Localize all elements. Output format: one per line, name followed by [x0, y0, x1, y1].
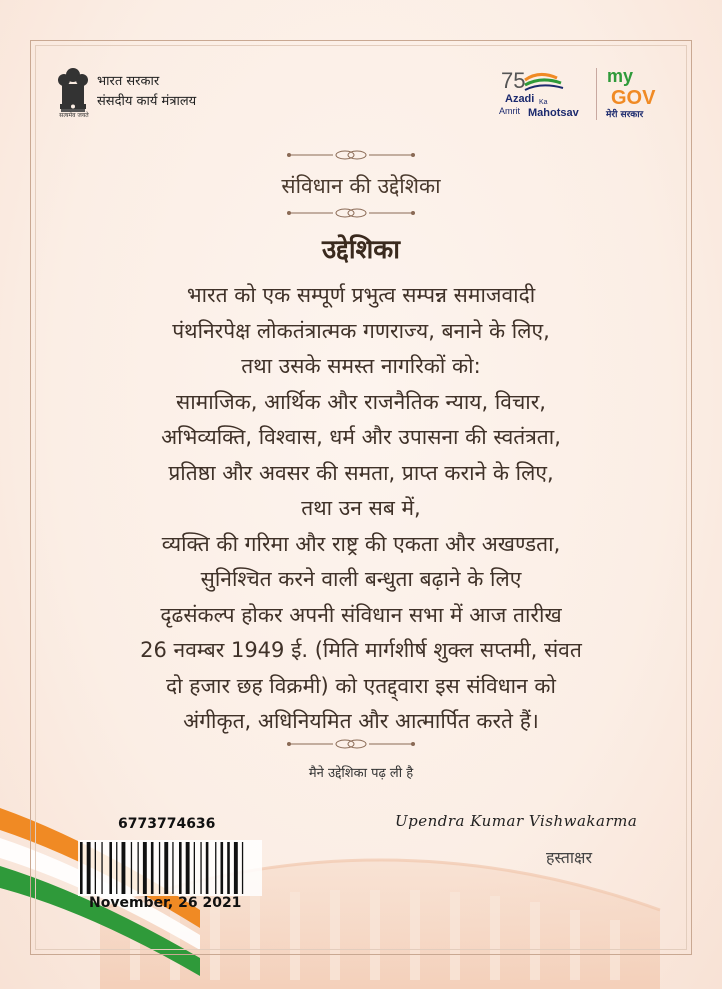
certificate-number: 6773774636: [118, 816, 216, 832]
preamble-line: सामाजिक, आर्थिक और राजनैतिक न्याय, विचार,: [176, 389, 546, 414]
ornament-divider-bottom: [287, 737, 415, 751]
certificate-date: November, 26 2021: [89, 895, 242, 911]
preamble-line: दृढसंकल्प होकर अपनी संविधान सभा में आज तारीख: [160, 602, 562, 627]
preamble-line: सुनिश्चित करने वाली बन्धुता बढ़ाने के लिए: [200, 567, 522, 591]
preamble-line: प्रतिष्ठा और अवसर की समता, प्राप्त कराने के लिए,: [168, 460, 554, 485]
preamble-text: [0, 278, 722, 740]
emblem-caption: सत्यमेव जयते: [59, 112, 89, 119]
signature-name: Upendra Kumar Vishwakarma: [395, 812, 638, 830]
azadi-number: 75: [501, 68, 526, 93]
preamble-line: व्यक्ति की गरिमा और राष्ट्र की एकता और अखण्डता,: [161, 531, 561, 556]
preamble-line: अभिव्यक्ति, विश्वास, धर्म और उपासना की स्वतंत्रता,: [161, 425, 561, 449]
preamble-line: भारत को एक सम्पूर्ण प्रभुत्व सम्पन्न समाजवादी: [186, 283, 536, 307]
ministry-header: [97, 72, 196, 112]
barcode-icon: [78, 840, 262, 896]
azadi-ka-amrit-mahotsav-logo: [497, 66, 593, 122]
preamble-line: पंथनिरपेक्ष लोकतंत्रात्मक गणराज्य, बनाने के लिए,: [172, 318, 550, 343]
ministry-name: संसदीय कार्य मंत्रालय: [97, 94, 197, 109]
preamble-line: 26 नवम्बर 1949 ई. (मिति मार्गशीर्ष शुक्ल सप्तमी, संवत: [140, 638, 582, 662]
preamble-line: तथा उन सब में,: [301, 496, 421, 520]
ornament-divider-middle: [287, 206, 415, 220]
mygov-gov: GOV: [611, 87, 656, 109]
mahotsav-word: Mahotsav: [528, 107, 579, 119]
mygov-my: my: [607, 66, 634, 86]
mygov-tagline: मेरी सरकार: [606, 110, 644, 120]
ka-word: Ka: [539, 99, 548, 106]
logo-divider: [596, 68, 597, 120]
mygov-logo: [603, 64, 673, 124]
ornament-divider-top: [287, 148, 415, 162]
azadi-word: Azadi: [505, 93, 535, 105]
amrit-word: Amrit: [499, 106, 520, 116]
document-title: उद्देशिका: [322, 235, 400, 265]
preamble-line: तथा उसके समस्त नागरिकों को:: [241, 354, 481, 378]
preamble-line: दो हजार छह विक्रमी) को एतद्द्वारा इस संविधान को: [166, 673, 556, 698]
read-confirmation: मैने उद्देशिका पढ़ ली है: [308, 766, 414, 781]
preamble-line: अंगीकृत, अधिनियमित और आत्मार्पित करते हैं।: [183, 709, 539, 733]
signature-label: हस्ताक्षर: [546, 848, 593, 867]
government-name: भारत सरकार: [97, 74, 160, 89]
document-subtitle: संविधान की उद्देशिका: [281, 174, 441, 198]
